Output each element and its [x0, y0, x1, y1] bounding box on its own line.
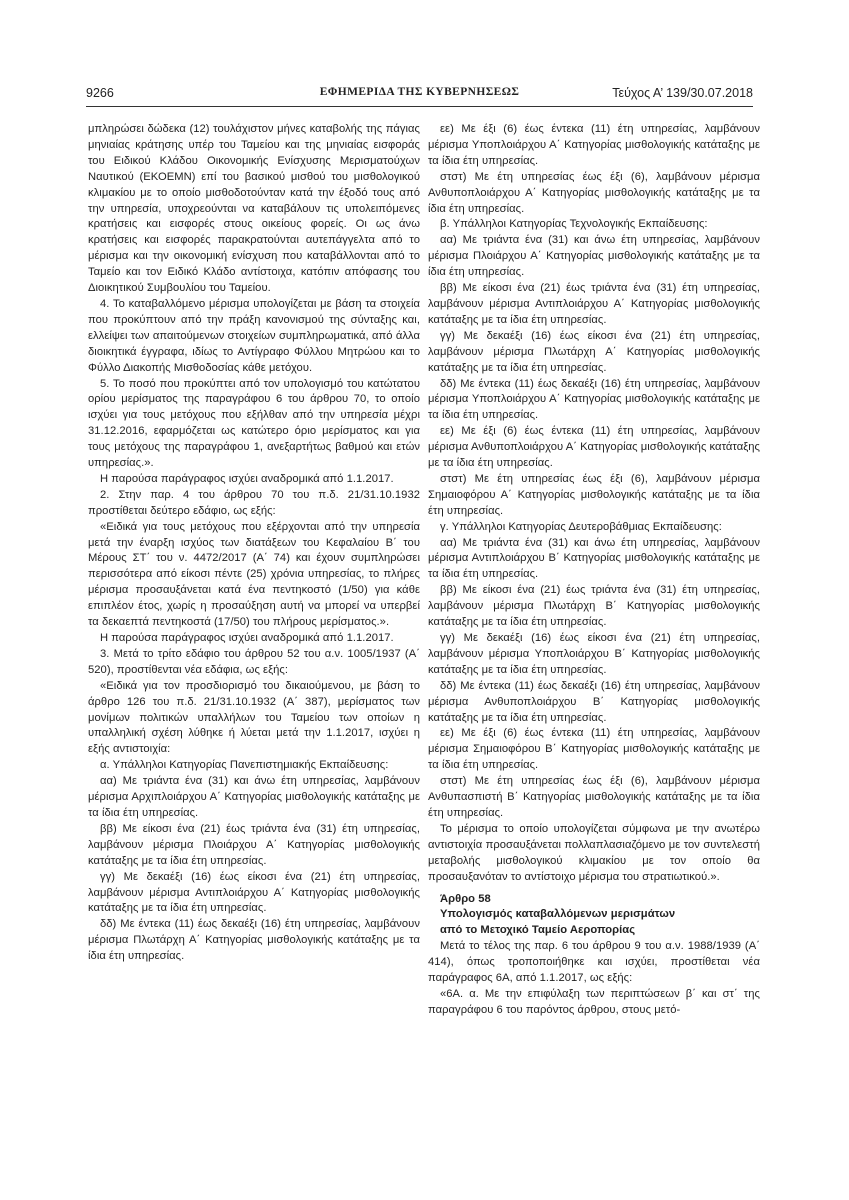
paragraph: εε) Με έξι (6) έως έντεκα (11) έτη υπηρεσίας, λαμβάνουν μέρισμα Ανθυποπλοιάρχου Α΄ Κατηγορίας μισθολογικής κατάταξης με τα ίδια έτη υπηρεσίας. [428, 425, 760, 470]
paragraph: ββ) Με είκοσι ένα (21) έως τριάντα ένα (31) έτη υπηρεσίας, λαμβάνουν μέρισμα Αντιπλοιάρχου Α΄ Κατηγορίας μισθολογικής κατάταξης με τα ίδια έτη υπηρεσίας. [428, 282, 760, 326]
gazette-title: ΕΦΗΜΕΡΙΔΑ ΤΗΣ ΚΥΒΕΡΝΗΣΕΩΣ [319, 86, 520, 98]
paragraph: στστ) Με έτη υπηρεσίας έως έξι (6), λαμβάνουν μέρισμα Ανθυποπλοιάρχου Α΄ Κατηγορίας μισθολογικής κατάταξης με τα ίδια έτη υπηρεσίας. [428, 170, 760, 215]
paragraph: δδ) Με έντεκα (11) έως δεκαέξι (16) έτη υπηρεσίας, λαμβάνουν μέρισμα Ανθυποπλοιάρχου Β΄ Κατηγορίας μισθολογικής κατάταξης με τα ίδια έτη υπηρεσίας. [428, 679, 760, 724]
paragraph: δδ) Με έντεκα (11) έως δεκαέξι (16) έτη υπηρεσίας, λαμβάνουν μέρισμα Πλωτάρχη Α΄ Κατηγορίας μισθολογικής κατάταξης με τα ίδια έτη υπηρεσίας. [88, 918, 420, 963]
paragraph: γ. Υπάλληλοι Κατηγορίας Δευτεροβάθμιας Εκπαίδευσης: [440, 520, 722, 533]
header-rule [86, 106, 753, 107]
paragraph: ββ) Με είκοσι ένα (21) έως τριάντα ένα (31) έτη υπηρεσίας, λαμβάνουν μέρισμα Πλοιάρχου Α΄ Κατηγορίας μισθολογικής κατάταξης με τα ίδια έτη υπηρεσίας. [88, 822, 420, 867]
paragraph: στστ) Με έτη υπηρεσίας έως έξι (6), λαμβάνουν μέρισμα Ανθυπασπιστή Β΄ Κατηγορίας μισθολογικής κατάταξης με τα ίδια έτη υπηρεσίας. [428, 775, 760, 819]
paragraph: εε) Με έξι (6) έως έντεκα (11) έτη υπηρεσίας, λαμβάνουν μέρισμα Υποπλοιάρχου Α΄ Κατηγορίας μισθολογικής κατάταξης με τα ίδια έτη υπηρεσίας. [428, 123, 760, 167]
article-number: Άρθρο 58 [440, 892, 491, 905]
paragraph: 4. Το καταβαλλόμενο μέρισμα υπολογίζεται με βάση τα στοιχεία που προκύπτουν από την πράξη κανονισμού της σύνταξης και, ελλείψει των απαιτούμενων στοιχείων συμπληρωματικά, από άλλα διοικητικά έγγραφα, ιδίως το Αντίγραφο Φύλλου Μητρώου και το Φύλλο Διακοπής Μισθοδοσίας κάθε μετόχου. [88, 297, 420, 374]
paragraph: μπληρώσει δώδεκα (12) τουλάχιστον μήνες καταβολής της πάγιας μηνιαίας κράτησης υπέρ του Ταμείου και της μηνιαίας εισφοράς του Ειδικού Κλάδου Οικονομικής Ενίσχυσης Μερισματούχων Ναυτικού (ΕΚΟΕΜΝ) επί του βασικού μισθού του μισθολογικού κλιμακίου με το οποίο μισθοδοτούνταν κατά την έξοδό τους από την υπηρεσία, υποχρεούνται να καταβάλουν τις υπολειπόμενες κρατήσεις και εισφορές στους οικείους φορείς. Οι ως άνω κρατήσεις και εισφορές παρακρατούνται αυτεπάγγελτα από το μέρισμα και την οικονομική ενίσχυση που καταβάλλονται από το Ταμείο και τον Ειδικό Κλάδο αντίστοιχα, κατόπιν απόφασης του Διοικητικού Συμβουλίου του Ταμείου. [88, 123, 420, 295]
paragraph: β. Υπάλληλοι Κατηγορίας Τεχνολογικής Εκπαίδευσης: [440, 218, 708, 231]
paragraph: ββ) Με είκοσι ένα (21) έως τριάντα ένα (31) έτη υπηρεσίας, λαμβάνουν μέρισμα Πλωτάρχη Β΄ Κατηγορίας μισθολογικής κατάταξης με τα ίδια έτη υπηρεσίας. [428, 584, 760, 629]
paragraph: γγ) Με δεκαέξι (16) έως είκοσι ένα (21) έτη υπηρεσίας, λαμβάνουν μέρισμα Αντιπλοιάρχου Α΄ Κατηγορίας μισθολογικής κατάταξης με τα ίδια έτη υπηρεσίας. [88, 870, 420, 915]
paragraph: αα) Με τριάντα ένα (31) και άνω έτη υπηρεσίας, λαμβάνουν μέρισμα Αντιπλοιάρχου Β΄ Κατηγορίας μισθολογικής κατάταξης με τα ίδια έτη υπηρεσίας. [428, 536, 760, 581]
paragraph: «Ειδικά για τον προσδιορισμό του δικαιούμενου, με βάση το άρθρο 126 του π.δ. 21/31.10.1932 (Α΄ 387), μερίσματος των μονίμων πολιτικών υπαλλήλων του Ταμείου των οποίων η υπαλληλική σχέση λύθηκε ή λύεται μετά την 1.1.2017, ισχύει η εξής αντιστοιχία: [88, 679, 420, 756]
paragraph: αα) Με τριάντα ένα (31) και άνω έτη υπηρεσίας, λαμβάνουν μέρισμα Αρχιπλοιάρχου Α΄ Κατηγορίας μισθολογικής κατάταξης με τα ίδια έτη υπηρεσίας. [88, 775, 420, 819]
paragraph: α. Υπάλληλοι Κατηγορίας Πανεπιστημιακής Εκπαίδευσης: [100, 759, 389, 772]
paragraph: εε) Με έξι (6) έως έντεκα (11) έτη υπηρεσίας, λαμβάνουν μέρισμα Σημαιοφόρου Β΄ Κατηγορίας μισθολογικής κατάταξης με τα ίδια έτη υπηρεσίας. [428, 727, 760, 772]
article-title-line2: από το Μετοχικό Ταμείο Αεροπορίας [440, 924, 636, 937]
paragraph: γγ) Με δεκαέξι (16) έως είκοσι ένα (21) έτη υπηρεσίας, λαμβάνουν μέρισμα Πλωτάρχη Α΄ Κατηγορίας μισθολογικής κατάταξης με τα ίδια έτη υπηρεσίας. [428, 329, 760, 374]
paragraph: στστ) Με έτη υπηρεσίας έως έξι (6), λαμβάνουν μέρισμα Σημαιοφόρου Α΄ Κατηγορίας μισθολογικής κατάταξης με τα ίδια έτη υπηρεσίας. [428, 472, 760, 517]
issue-number: Τεύχος Α’ 139/30.07.2018 [612, 86, 753, 100]
page-header [86, 86, 753, 108]
left-column [88, 122, 420, 965]
paragraph: «Ειδικά για τους μετόχους που εξέρχονται από την υπηρεσία μετά την έναρξη ισχύος των διατάξεων του Κεφαλαίου Β΄ του Μέρους ΣΤ΄ του ν. 4472/2017 (Α΄ 74) και έχουν συμπληρώσει περισσότερα από είκοσι πέντε (25) χρόνια υπηρεσίας, το πλήρες μέρισμα προσαυξάνεται κατά ένα πεντηκοστό (1/50) για κάθε επιπλέον έτος, χωρίς η προσαύξηση αυτή να μπορεί να υπερβεί τα δεκαεπτά πεντηκοστά (17/50) του πλήρους μερίσματος.». [88, 520, 420, 629]
paragraph: γγ) Με δεκαέξι (16) έως είκοσι ένα (21) έτη υπηρεσίας, λαμβάνουν μέρισμα Υποπλοιάρχου Β΄ Κατηγορίας μισθολογικής κατάταξης με τα ίδια έτη υπηρεσίας. [428, 632, 760, 676]
paragraph: Η παρούσα παράγραφος ισχύει αναδρομικά από 1.1.2017. [100, 632, 394, 644]
paragraph: 2. Στην παρ. 4 του άρθρου 70 του π.δ. 21/31.10.1932 προστίθεται δεύτερο εδάφιο, ως εξής: [88, 488, 420, 517]
paragraph: Μετά το τέλος της παρ. 6 του άρθρου 9 του α.ν. 1988/1939 (Α΄ 414), όπως τροποποιήθηκε και ισχύει, προστίθεται νέα παράγραφος 6Α, από 1.1.2017, ως εξής: [428, 940, 760, 985]
right-column [428, 122, 760, 1019]
paragraph: Η παρούσα παράγραφος ισχύει αναδρομικά από 1.1.2017. [100, 472, 394, 485]
page-number: 9266 [86, 86, 114, 100]
paragraph: 3. Μετά το τρίτο εδάφιο του άρθρου 52 του α.ν. 1005/1937 (Α΄ 520), προστίθενται νέα εδάφια, ως εξής: [88, 647, 420, 676]
paragraph: δδ) Με έντεκα (11) έως δεκαέξι (16) έτη υπηρεσίας, λαμβάνουν μέρισμα Υποπλοιάρχου Α΄ Κατηγορίας μισθολογικής κατάταξης με τα ίδια έτη υπηρεσίας. [428, 377, 760, 422]
paragraph: «6Α. α. Με την επιφύλαξη των περιπτώσεων β΄ και στ΄ της παραγράφου 6 του παρόντος άρθρου, στους μετό- [428, 987, 760, 1016]
paragraph: 5. Το ποσό που προκύπτει από τον υπολογισμό του κατώτατου ορίου μερίσματος της παραγράφου 6 του άρθρου 70, το οποίο ισχύει για τους μετόχους που εξήλθαν από την υπηρεσία μέχρι 31.12.2016, εφαρμόζεται ως κατώτερο όριο μερίσματος και για τους μετόχους της παραγράφου 1, ανεξαρτήτως βαθμού και ετών υπηρεσίας.». [88, 377, 420, 470]
paragraph: Το μέρισμα το οποίο υπολογίζεται σύμφωνα με την ανωτέρω αντιστοιχία προσαυξάνεται πολλαπλασιαζόμενο με τον συντελεστή μεταβολής μισθολογικού κλιμακίου με τον οποίο θα προσαυξανόταν το αντίστοιχο μέρισμα του στρατιωτικού.». [428, 822, 760, 883]
paragraph: αα) Με τριάντα ένα (31) και άνω έτη υπηρεσίας, λαμβάνουν μέρισμα Πλοιάρχου Α΄ Κατηγορίας μισθολογικής κατάταξης με τα ίδια έτη υπηρεσίας. [428, 234, 760, 279]
article-title-line1: Υπολογισμός καταβαλλόμενων μερισμάτων [440, 908, 676, 921]
